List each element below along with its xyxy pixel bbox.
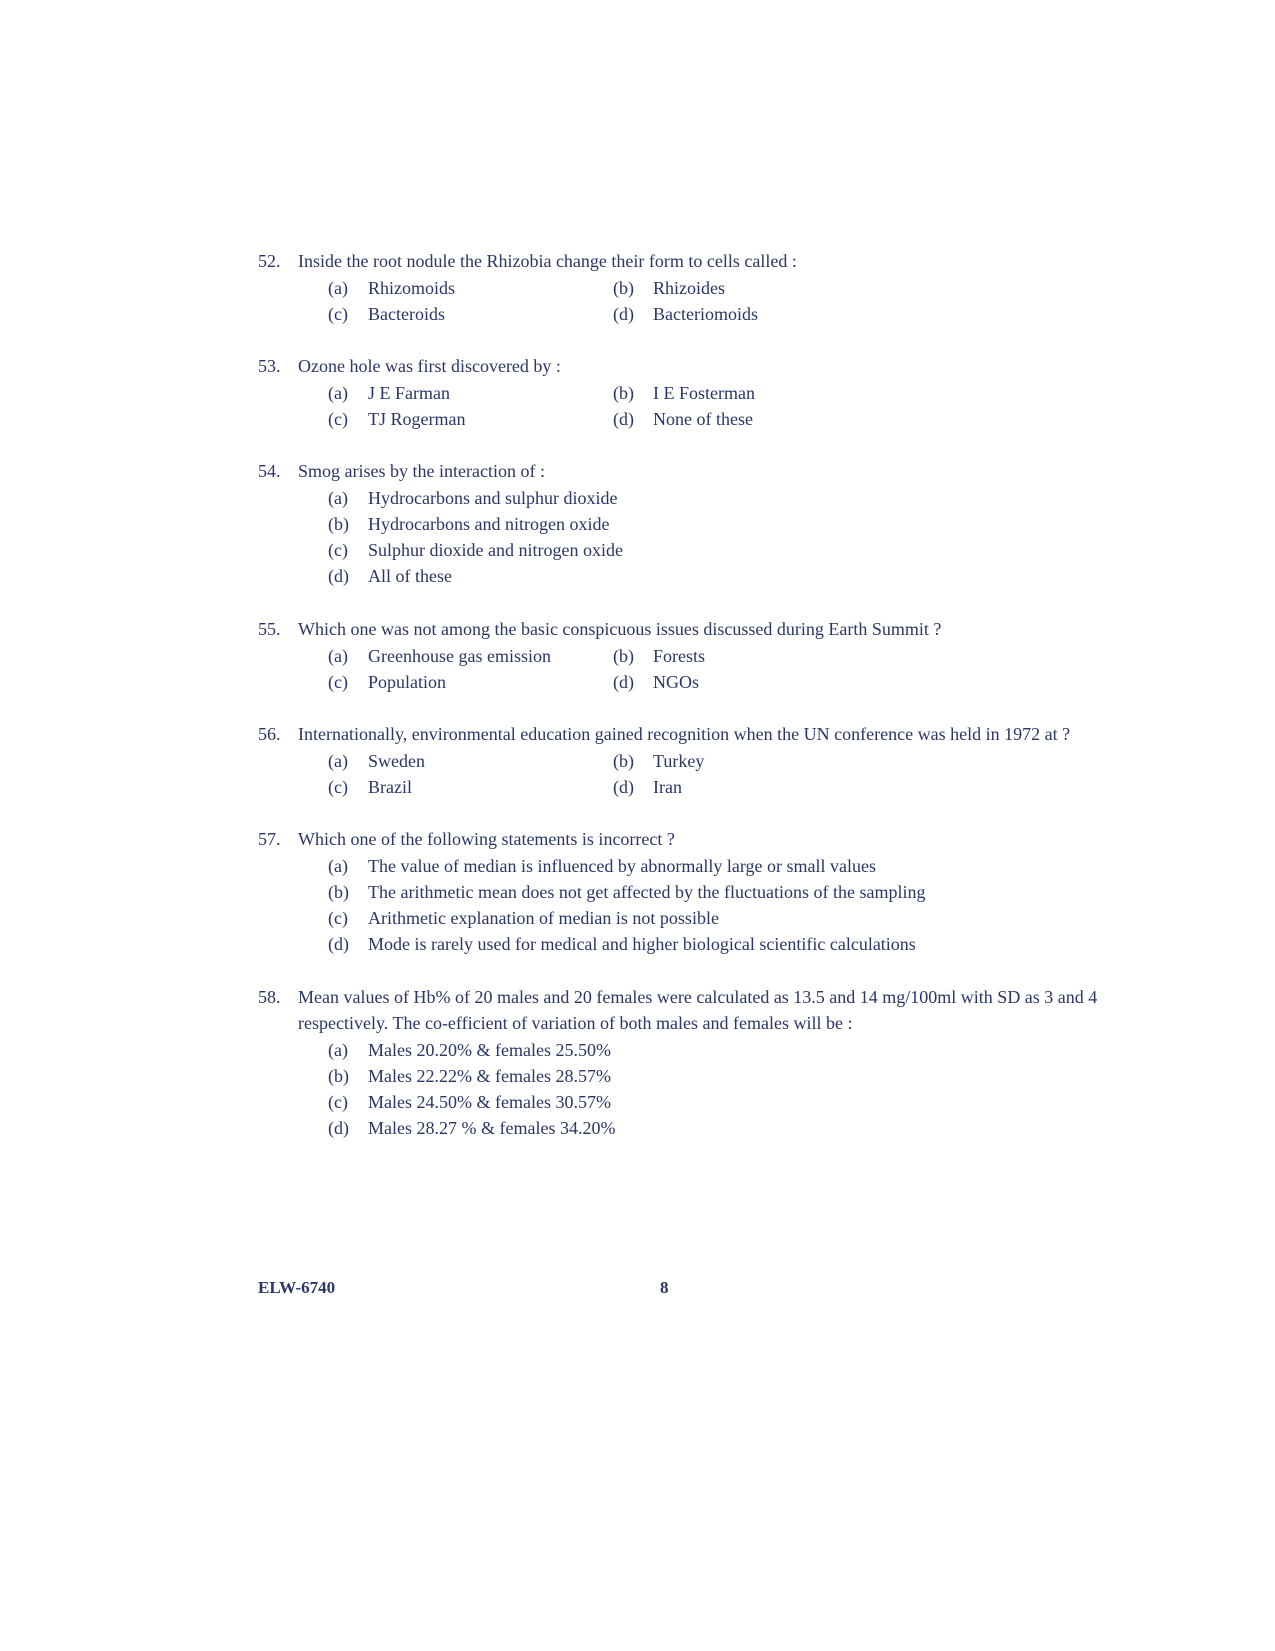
- options: [328, 853, 1098, 957]
- option-d: [613, 774, 913, 800]
- option-letter: (c): [328, 908, 348, 928]
- option-d: [328, 563, 1098, 589]
- question-53: [258, 353, 1098, 432]
- option-text: Males 22.22% & females 28.57%: [368, 1066, 611, 1086]
- option-letter: (b): [328, 882, 349, 902]
- option-text: NGOs: [653, 672, 700, 692]
- option-text: Males 20.20% & females 25.50%: [368, 1040, 611, 1060]
- option-a: [328, 853, 1098, 879]
- question-number: 57.: [258, 829, 281, 849]
- option-text: Mode is rarely used for medical and higher biological scientific calculations: [368, 934, 916, 954]
- option-a: [328, 643, 613, 669]
- option-letter: (a): [328, 278, 348, 298]
- option-letter: (d): [613, 672, 634, 692]
- option-a: [328, 485, 1098, 511]
- option-letter: (d): [328, 1118, 349, 1138]
- option-text: Sweden: [368, 751, 425, 771]
- option-letter: (a): [328, 646, 348, 666]
- question-text: Which one was not among the basic conspicuous issues discussed during Earth Summit ?: [298, 619, 942, 639]
- option-letter: (d): [613, 304, 634, 324]
- option-letter: (b): [613, 646, 634, 666]
- option-b: [328, 879, 1098, 905]
- option-c: [328, 1089, 1098, 1115]
- page-number: 8: [660, 1278, 669, 1297]
- options: [328, 643, 1098, 695]
- option-text: Bacteroids: [368, 304, 445, 324]
- option-letter: (a): [328, 856, 348, 876]
- question-text: Smog arises by the interaction of :: [298, 461, 545, 481]
- option-text: Turkey: [653, 751, 705, 771]
- options: [328, 275, 1098, 327]
- option-text: TJ Rogerman: [368, 409, 466, 429]
- option-b: [613, 748, 913, 774]
- option-text: Brazil: [368, 777, 412, 797]
- options: [328, 1037, 1098, 1141]
- question-text: Which one of the following statements is incorrect ?: [298, 829, 675, 849]
- option-b: [613, 643, 913, 669]
- question-58: [258, 984, 1098, 1141]
- question-number: 52.: [258, 251, 281, 271]
- option-letter: (a): [328, 383, 348, 403]
- option-letter: (c): [328, 304, 348, 324]
- option-text: Rhizoides: [653, 278, 725, 298]
- question-57: [258, 826, 1098, 957]
- option-text: Hydrocarbons and nitrogen oxide: [368, 514, 610, 534]
- question-text: Ozone hole was first discovered by :: [298, 356, 561, 376]
- question-text: Inside the root nodule the Rhizobia change their form to cells called :: [298, 251, 797, 271]
- option-letter: (d): [328, 566, 349, 586]
- option-text: Hydrocarbons and sulphur dioxide: [368, 488, 618, 508]
- options: [328, 485, 1098, 589]
- option-letter: (b): [613, 278, 634, 298]
- paper-code: ELW-6740: [258, 1278, 336, 1297]
- question-text: Mean values of Hb% of 20 males and 20 females were calculated as 13.5 and 14 mg/100ml with SD as 3 and 4 respectively. The co-efficient of variation of both males and females will be :: [298, 987, 1098, 1033]
- option-c: [328, 905, 1098, 931]
- option-text: Sulphur dioxide and nitrogen oxide: [368, 540, 623, 560]
- option-letter: (b): [613, 383, 634, 403]
- option-text: I E Fosterman: [653, 383, 755, 403]
- options: [328, 380, 1098, 432]
- option-text: Forests: [653, 646, 706, 666]
- option-d: [613, 669, 913, 695]
- option-letter: (c): [328, 672, 348, 692]
- question-number: 54.: [258, 461, 281, 481]
- option-letter: (b): [328, 514, 349, 534]
- option-text: J E Farman: [368, 383, 450, 403]
- question-text: Internationally, environmental education gained recognition when the UN conference was held in 1972 at ?: [298, 724, 1071, 744]
- option-text: Population: [368, 672, 447, 692]
- question-56: [258, 721, 1098, 800]
- option-letter: (b): [328, 1066, 349, 1086]
- options: [328, 748, 1098, 800]
- option-c: [328, 537, 1098, 563]
- option-a: [328, 275, 613, 301]
- option-letter: (a): [328, 1040, 348, 1060]
- question-number: 58.: [258, 987, 281, 1007]
- option-letter: (a): [328, 488, 348, 508]
- option-c: [328, 774, 613, 800]
- option-d: [613, 301, 913, 327]
- option-d: [613, 406, 913, 432]
- option-c: [328, 301, 613, 327]
- option-letter: (d): [613, 409, 634, 429]
- option-letter: (c): [328, 409, 348, 429]
- option-text: None of these: [653, 409, 753, 429]
- option-text: Rhizomoids: [368, 278, 456, 298]
- option-letter: (d): [328, 934, 349, 954]
- option-text: Iran: [653, 777, 682, 797]
- option-a: [328, 1037, 1098, 1063]
- option-text: Males 24.50% & females 30.57%: [368, 1092, 611, 1112]
- option-b: [328, 511, 1098, 537]
- question-number: 53.: [258, 356, 281, 376]
- option-letter: (c): [328, 540, 348, 560]
- option-text: Greenhouse gas emission: [368, 646, 551, 666]
- option-b: [613, 380, 913, 406]
- option-letter: (c): [328, 1092, 348, 1112]
- option-a: [328, 380, 613, 406]
- option-text: Males 28.27 % & females 34.20%: [368, 1118, 616, 1138]
- option-c: [328, 669, 613, 695]
- option-text: All of these: [368, 566, 452, 586]
- option-c: [328, 406, 613, 432]
- option-letter: (a): [328, 751, 348, 771]
- question-55: [258, 616, 1098, 695]
- option-text: The arithmetic mean does not get affected by the fluctuations of the sampling: [368, 882, 926, 902]
- option-text: Bacteriomoids: [653, 304, 758, 324]
- option-b: [328, 1063, 1098, 1089]
- option-letter: (d): [613, 777, 634, 797]
- option-letter: (c): [328, 777, 348, 797]
- question-52: [258, 248, 1098, 327]
- question-54: [258, 458, 1098, 589]
- question-number: 56.: [258, 724, 281, 744]
- option-b: [613, 275, 913, 301]
- question-number: 55.: [258, 619, 281, 639]
- option-a: [328, 748, 613, 774]
- option-letter: (b): [613, 751, 634, 771]
- option-text: The value of median is influenced by abnormally large or small values: [368, 856, 877, 876]
- option-d: [328, 931, 1098, 957]
- option-text: Arithmetic explanation of median is not possible: [368, 908, 719, 928]
- option-d: [328, 1115, 1098, 1141]
